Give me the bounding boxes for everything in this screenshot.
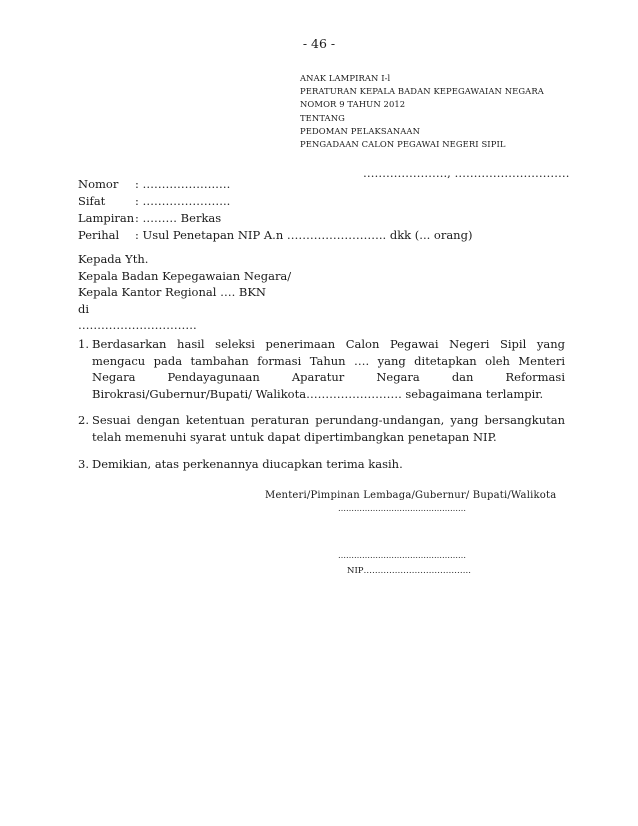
signatory-nip: NIP………………………………..: [347, 566, 471, 576]
appendix-line: ANAK LAMPIRAN I-l: [300, 73, 391, 83]
recipient-block: [78, 251, 291, 334]
meta-value: : …………………..: [135, 194, 231, 208]
recipient-line: di: [78, 301, 90, 316]
recipient-line: Kepala Badan Kepegawaian Negara/: [78, 268, 292, 283]
point-number: 3.: [78, 456, 89, 471]
letter-meta: [78, 176, 472, 244]
point-item: [78, 456, 565, 473]
meta-key: Perihal: [78, 228, 120, 242]
meta-row-perihal: [78, 227, 472, 244]
signatory-office-line: …………………………………………: [338, 504, 466, 513]
point-number: 1.: [78, 337, 89, 351]
meta-key: Nomor: [78, 177, 119, 191]
point-item: [78, 412, 565, 445]
signatory-title: Menteri/Pimpinan Lembaga/Gubernur/ Bupati/Walikota: [265, 490, 557, 501]
meta-key: Lampiran: [78, 211, 135, 225]
meta-value: : ……………….….: [135, 177, 231, 191]
meta-row-nomor: [78, 176, 472, 193]
appendix-header: [300, 72, 544, 151]
recipient-line: ………………………….: [78, 318, 197, 332]
point-item: [78, 336, 565, 402]
signatory-name-line: …………………………………………: [338, 551, 466, 560]
point-number: 2.: [78, 413, 89, 428]
meta-row-lampiran: [78, 210, 472, 227]
appendix-line: PERATURAN KEPALA BADAN KEPEGAWAIAN NEGARA: [300, 86, 544, 97]
appendix-line: PENGADAAN CALON PEGAWAI NEGERI SIPIL: [300, 139, 506, 150]
appendix-line: PEDOMAN PELAKSANAAN: [300, 125, 420, 136]
meta-key: Sifat: [78, 194, 106, 208]
meta-value: : ……… Berkas: [135, 211, 222, 225]
numbered-points: [78, 336, 565, 482]
point-text: Berdasarkan hasil seleksi penerimaan Calon Pegawai Negeri Sipil yang mengacu pada tambahan formasi Tahun …. yang ditetapkan oleh Menteri Negara Pendayagunaan Aparatur Negara dan Reformasi Birokrasi/Gubernur/Bupati/ Walikota……………………. sebagaimana terlampir.: [92, 337, 565, 401]
point-text: Sesuai dengan ketentuan peraturan perundang-undangan, yang bersangkutan telah memenuhi syarat untuk dapat dipertimbangkan penetapan NIP.: [92, 413, 565, 444]
place-date: …………………., …………………………: [363, 166, 570, 180]
recipient-line: Kepada Yth.: [78, 252, 149, 266]
appendix-line: TENTANG: [300, 112, 345, 123]
recipient-line: Kepala Kantor Regional …. BKN: [78, 285, 266, 299]
page-number: - 46 -: [302, 36, 336, 51]
point-text: Demikian, atas perkenannya diucapkan terima kasih.: [92, 456, 403, 471]
appendix-line: NOMOR 9 TAHUN 2012: [300, 99, 406, 110]
meta-value: : Usul Penetapan NIP A.n …………………….. dkk (... orang): [135, 228, 473, 242]
meta-row-sifat: [78, 193, 472, 210]
